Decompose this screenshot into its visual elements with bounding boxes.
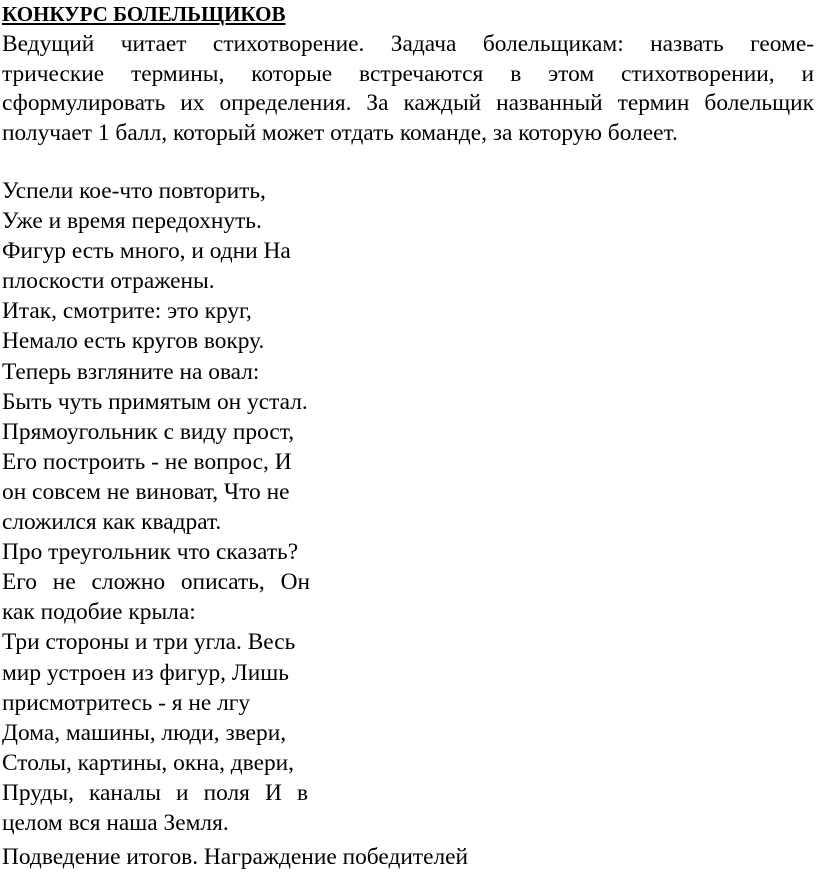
poem-line: Столы, картины, окна, двери, — [2, 749, 295, 776]
poem-line: Уже и время передохнуть. — [2, 208, 262, 235]
intro-line: трические термины, которые встречаются в этом стихотворении, и — [2, 60, 814, 87]
poem-line: Пруды, каналы и поля И в — [2, 779, 308, 806]
poem-line: Успели кое-что повторить, — [2, 178, 266, 204]
intro-line: Ведущий читает стихотворение. Задача болельщикам: назвать геоме- — [2, 31, 814, 57]
poem-line: как подобие крыла: — [2, 599, 196, 626]
poem-line: Дома, машины, люди, звери, — [2, 719, 287, 746]
poem-line: Теперь взгляните на овал: — [2, 358, 260, 385]
intro-line: сформулировать их определения. За каждый названный термин болельщик — [2, 90, 814, 116]
intro-paragraph — [2, 30, 814, 148]
poem-line: Немало есть кругов вокру. — [2, 328, 265, 355]
poem-line: Итак, смотрите: это круг, — [2, 298, 252, 325]
poem-line: Три стороны и три угла. Весь — [2, 629, 296, 656]
poem — [2, 176, 310, 838]
summary-line: Подведение итогов. Награждение победителей — [2, 844, 469, 870]
poem-line: Его построить - не вопрос, И — [2, 448, 292, 475]
poem-line: Его не сложно описать, Он — [2, 569, 310, 596]
poem-line: он совсем не виноват, Что не — [2, 478, 290, 505]
poem-line: Фигур есть много, и одни На — [2, 238, 291, 265]
contest-title: КОНКУРС БОЛЕЛЬЩИКОВ — [2, 2, 286, 26]
poem-line: сложился как квадрат. — [2, 509, 222, 536]
intro-line: получает 1 балл, который может отдать команде, за которую болеет. — [2, 119, 678, 146]
poem-line: Прямоугольник с виду прост, — [2, 418, 295, 445]
poem-line: целом вся наша Земля. — [2, 809, 229, 836]
poem-line: присмотритесь - я не лгу — [2, 689, 251, 716]
poem-line: мир устроен из фигур, Лишь — [2, 659, 289, 686]
poem-line: Быть чуть примятым он устал. — [2, 388, 308, 415]
poem-line: Про треугольник что сказать? — [2, 539, 299, 566]
poem-line: плоскости отражены. — [2, 268, 215, 295]
